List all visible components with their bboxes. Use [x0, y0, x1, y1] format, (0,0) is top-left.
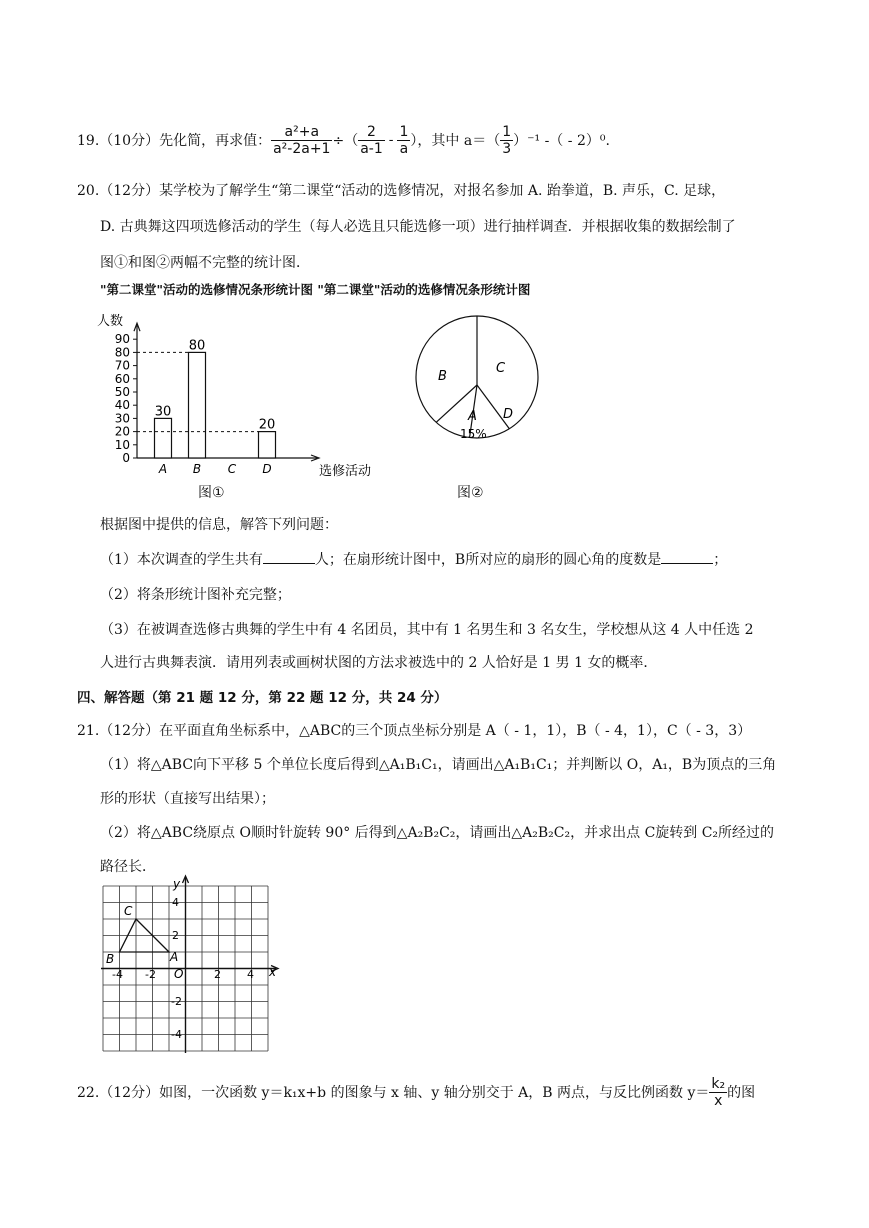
q20-sub3b: 人进行古典舞表演．请用列表或画树状图的方法求被选中的 2 人恰好是 1 男 1 女的概率． — [100, 655, 658, 671]
q20-line2: D. 古典舞这四项选修活动的学生（每人必选且只能选修一项）进行抽样调查．并根据收集的数据绘制了 — [100, 219, 736, 235]
y-tick-label: 50 — [114, 385, 130, 399]
q19-head: 19.（10分）先化简，再求值： — [77, 133, 272, 149]
sub1-text-c: ； — [713, 552, 728, 568]
q21-sub2a: （2）将△ABC绕原点 O顺时针旋转 90° 后得到△A₂B₂C₂，请画出△A₂B₂C₂，并求出点 C旋转到 C₂所经过的 — [100, 825, 775, 841]
sub1-text-a: （1）本次调查的学生共有 — [100, 552, 263, 568]
bar — [155, 418, 172, 458]
x-tick-neg2: -2 — [145, 968, 156, 981]
chart-titles: "第二课堂"活动的选修情况条形统计图 "第二课堂"活动的选修情况条形统计图 — [100, 282, 531, 297]
frac-denominator: 3 — [502, 140, 512, 157]
y-tick-label: 90 — [114, 332, 130, 347]
q20-prompt: 根据图中提供的信息，解答下列问题： — [100, 517, 338, 533]
q19-tail: ）⁻¹ -（ - 2）⁰. — [513, 133, 610, 149]
y-tick-label: 30 — [114, 411, 130, 426]
q20-sub2: （2）将条形统计图补充完整； — [100, 587, 291, 603]
data-label: 80 — [188, 338, 206, 354]
y-tick-label: 20 — [114, 424, 130, 439]
frac-numerator: k₂ — [711, 1075, 726, 1092]
pie-label-d: D — [503, 407, 514, 422]
point-label-b: B — [106, 952, 115, 966]
q21-sub1b: 形的形状（直接写出结果）； — [100, 791, 275, 807]
frac-numerator: 1 — [502, 123, 512, 140]
y-tick-label: 10 — [114, 437, 130, 452]
category-label: D — [262, 462, 272, 476]
q22-line — [77, 1070, 755, 1114]
x-axis-label: x — [269, 965, 277, 979]
y-tick-2: 2 — [172, 929, 179, 942]
q19-mid: ），其中 a＝（ — [410, 133, 501, 149]
y-tick-label: 80 — [114, 345, 130, 360]
q21-sub1a: （1）将△ABC向下平移 5 个单位长度后得到△A₁B₁C₁，请画出△A₁B₁C₁；并判断以 O，A₁，B为顶点的三角 — [100, 757, 777, 773]
frac-numerator: 1 — [399, 123, 409, 140]
q22-frac — [709, 1076, 727, 1109]
y-tick-label: 40 — [114, 398, 130, 413]
pie-percent: 15% — [460, 427, 487, 441]
pie-label-a: A — [468, 409, 477, 424]
q19-frac1 — [271, 124, 332, 157]
frac-denominator: a — [399, 140, 409, 157]
x-axis-label: 选修活动 — [319, 464, 372, 479]
q19-minus: - — [388, 132, 394, 148]
bar-chart — [95, 300, 372, 480]
data-label: 20 — [258, 417, 276, 433]
category-label: A — [158, 462, 168, 476]
q20-line3: 图①和图②两幅不完整的统计图． — [100, 255, 310, 271]
y-axis-label: 人数 — [97, 314, 124, 330]
q21-sub2b: 路径长． — [100, 859, 156, 875]
pie-chart — [410, 310, 550, 450]
x-tick-4: 4 — [247, 968, 254, 981]
q22-text: 22.（12分）如图，一次函数 y＝k₁x+b 的图象与 x 轴、y 轴分别交于 A，B 两点，与反比例函数 y＝ — [77, 1085, 710, 1101]
sub1-text-b: 人；在扇形统计图中，B所对应的扇形的圆心角的度数是 — [314, 552, 662, 568]
q19-frac3 — [397, 124, 410, 157]
x-tick-neg4: -4 — [112, 968, 123, 981]
q19-div: ÷（ — [332, 133, 359, 149]
y-tick-label: 70 — [114, 358, 130, 373]
frac-denominator: a²-2a+1 — [273, 140, 331, 157]
q22-tail: 的图 — [727, 1085, 756, 1101]
y-tick-neg2: -2 — [171, 995, 182, 1008]
y-tick-4: 4 — [172, 896, 179, 909]
frac-denominator: x — [714, 1092, 723, 1109]
answer-blank — [263, 551, 315, 564]
y-axis-label: y — [173, 877, 181, 891]
point-label-o: O — [174, 967, 184, 981]
q19-frac2 — [358, 124, 385, 157]
q20-line1: 20.（12分）某学校为了解学生“第二课堂“活动的选修情况，对报名参加 A. 跆拳道，B. 声乐，C. 足球， — [77, 183, 726, 199]
q21-line1: 21.（12分）在平面直角坐标系中，△ABC的三个顶点坐标分别是 A（ - 1，1），B（ - 4，1），C（ - 3，3） — [77, 723, 752, 739]
coordinate-grid — [98, 875, 283, 1055]
fig2-caption: 图② — [457, 485, 484, 501]
y-tick-label: 60 — [114, 371, 130, 386]
answer-blank — [661, 551, 713, 564]
q19-line — [77, 118, 610, 162]
y-tick-neg4: -4 — [171, 1028, 182, 1041]
point-label-a: A — [170, 950, 179, 964]
bar — [189, 352, 206, 458]
frac-numerator: 2 — [358, 124, 385, 141]
x-tick-2: 2 — [214, 968, 221, 981]
pie-label-b: B — [438, 369, 447, 384]
data-label: 30 — [154, 404, 172, 420]
q20-sub3a: （3）在被调查选修古典舞的学生中有 4 名团员，其中有 1 名男生和 3 名女生，学校想从这 4 人中任选 2 — [100, 622, 754, 638]
q19-frac4 — [500, 124, 513, 157]
point-label-c: C — [124, 904, 133, 918]
bar — [259, 432, 276, 458]
frac-numerator: a²+a — [271, 124, 332, 141]
pie-label-c: C — [496, 361, 506, 376]
q20-sub1 — [100, 549, 727, 569]
category-label: B — [192, 462, 202, 476]
section-heading: 四、解答题（第 21 题 12 分，第 22 题 12 分，共 24 分） — [77, 690, 448, 706]
frac-denominator: a-1 — [360, 140, 383, 157]
fig1-caption: 图① — [198, 485, 225, 501]
y-tick-label: 0 — [122, 451, 130, 465]
category-label: C — [227, 462, 237, 476]
